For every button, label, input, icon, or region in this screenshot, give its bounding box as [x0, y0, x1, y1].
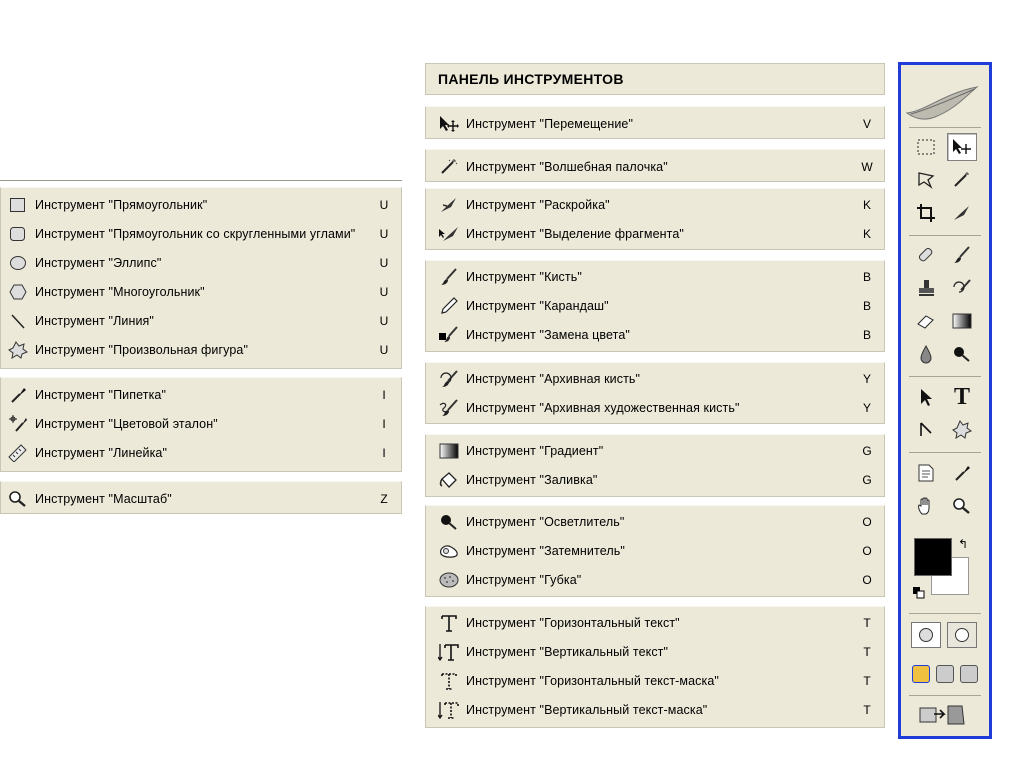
move-icon	[438, 114, 460, 134]
tool-label: Инструмент "Архивная кисть"	[466, 371, 641, 386]
tool-row[interactable]	[426, 507, 884, 536]
tool-label: Инструмент "Горизонтальный текст"	[466, 615, 680, 630]
shortcut-key: U	[379, 313, 389, 328]
slice-select-icon	[438, 224, 460, 244]
shortcut-key: T	[863, 644, 871, 659]
shortcut-key: U	[379, 197, 389, 212]
tool-label: Инструмент "Вертикальный текст"	[466, 644, 669, 659]
full-screen-menu-mode-button[interactable]	[936, 665, 954, 683]
tool-row[interactable]	[1, 219, 401, 248]
tool-label: Инструмент "Прямоугольник со скругленными углами"	[35, 226, 356, 241]
circle-icon	[919, 628, 933, 642]
shortcut-key: G	[862, 443, 872, 458]
tool-group-history-brush	[425, 362, 885, 424]
polygon-icon	[7, 282, 29, 302]
divider	[909, 235, 981, 236]
tool-group-brush	[425, 260, 885, 352]
path-selection-tool-button[interactable]	[911, 383, 941, 411]
tool-row[interactable]	[426, 393, 884, 422]
divider	[0, 180, 402, 181]
shortcut-key: Y	[862, 371, 871, 386]
shortcut-key: U	[379, 284, 389, 299]
shortcut-key: W	[861, 159, 873, 174]
tool-row[interactable]	[1, 409, 401, 438]
custom-shape-icon	[7, 340, 29, 360]
rounded-rectangle-icon	[7, 224, 29, 244]
tool-row[interactable]	[426, 364, 884, 393]
tool-row[interactable]	[426, 666, 884, 695]
tool-row[interactable]	[426, 565, 884, 594]
burn-icon	[438, 541, 460, 561]
shortcut-key: K	[862, 197, 871, 212]
shortcut-key: B	[862, 269, 871, 284]
move-tool-button[interactable]	[947, 133, 977, 161]
shortcut-key: U	[379, 226, 389, 241]
shortcut-key: O	[862, 572, 872, 587]
full-screen-mode-button[interactable]	[960, 665, 978, 683]
foreground-color-swatch[interactable]	[914, 538, 952, 576]
crop-tool-button[interactable]	[911, 199, 941, 227]
tool-label: Инструмент "Многоугольник"	[35, 284, 205, 299]
slice-icon	[438, 195, 460, 215]
shortcut-key: B	[862, 298, 871, 313]
divider	[909, 613, 981, 614]
shortcut-key: U	[379, 255, 389, 270]
tool-row[interactable]	[426, 109, 884, 138]
swap-colors-icon[interactable]: ↰	[958, 537, 969, 551]
tool-label: Инструмент "Раскройка"	[466, 197, 610, 212]
tool-label: Инструмент "Архивная художественная кисть"	[466, 400, 740, 415]
pencil-icon	[438, 296, 460, 316]
color-sampler-icon	[7, 414, 29, 434]
clone-stamp-tool-button[interactable]	[911, 274, 941, 302]
brush-icon	[438, 267, 460, 287]
tool-label: Инструмент "Затемнитель"	[466, 543, 625, 558]
tool-label: Инструмент "Градиент"	[466, 443, 604, 458]
shortcut-key: I	[382, 387, 386, 402]
slice-tool-button[interactable]	[947, 199, 977, 227]
tool-row[interactable]	[426, 436, 884, 465]
history-brush-tool-button[interactable]	[947, 274, 977, 302]
tool-row[interactable]	[1, 380, 401, 409]
tool-group-slice	[425, 188, 885, 250]
notes-tool-button[interactable]	[911, 459, 941, 487]
pen-tool-button[interactable]	[911, 416, 941, 444]
tool-row[interactable]	[426, 219, 884, 248]
shortcut-key: I	[382, 445, 386, 460]
paint-bucket-icon	[438, 470, 460, 490]
tool-label: Инструмент "Осветлитель"	[466, 514, 625, 529]
shortcut-key: Y	[862, 400, 871, 415]
horizontal-text-mask-icon	[438, 671, 460, 691]
eyedropper-tool-button[interactable]	[947, 459, 977, 487]
circle-icon	[955, 628, 969, 642]
tool-row[interactable]	[426, 536, 884, 565]
ellipse-icon	[7, 253, 29, 273]
tool-label: Инструмент "Кисть"	[466, 269, 582, 284]
tool-row[interactable]	[1, 335, 401, 364]
shortcut-key: G	[862, 472, 872, 487]
marquee-tool-button[interactable]	[911, 133, 941, 161]
gradient-icon	[438, 441, 460, 461]
zoom-tool-button[interactable]	[947, 492, 977, 520]
tool-row[interactable]	[1, 248, 401, 277]
vertical-text-mask-icon	[438, 700, 460, 720]
tool-label: Инструмент "Линейка"	[35, 445, 168, 460]
toolbox	[898, 62, 992, 739]
tool-group-eyedropper	[0, 377, 402, 472]
tool-label: Инструмент "Горизонтальный текст-маска"	[466, 673, 719, 688]
lasso-tool-button[interactable]	[911, 166, 941, 194]
tool-row[interactable]	[426, 637, 884, 666]
tool-label: Инструмент "Карандаш"	[466, 298, 609, 313]
shortcut-key: U	[379, 342, 389, 357]
tool-group-dodge	[425, 505, 885, 597]
shortcut-key: Z	[380, 491, 388, 506]
divider	[909, 127, 981, 128]
blur-tool-button[interactable]	[911, 340, 941, 368]
tool-row[interactable]	[426, 291, 884, 320]
type-tool-button[interactable]	[947, 383, 977, 411]
shortcut-key: I	[382, 416, 386, 431]
tool-group-shapes	[0, 187, 402, 369]
tool-row[interactable]	[1, 438, 401, 467]
tool-row[interactable]	[426, 320, 884, 349]
shortcut-key: T	[863, 673, 871, 688]
jump-to-imageready-icon[interactable]	[911, 701, 977, 729]
dodge-tool-button[interactable]	[947, 340, 977, 368]
standard-mode-button[interactable]	[911, 622, 941, 648]
tool-label: Инструмент "Выделение фрагмента"	[466, 226, 684, 241]
hand-tool-button[interactable]	[911, 492, 941, 520]
tool-row[interactable]	[426, 608, 884, 637]
tool-group-zoom	[0, 481, 402, 514]
art-history-brush-icon	[438, 398, 460, 418]
ruler-icon	[7, 443, 29, 463]
tool-label: Инструмент "Прямоугольник"	[35, 197, 208, 212]
tool-group-move	[425, 106, 885, 139]
type-tool-glyph: T	[953, 383, 970, 410]
eraser-tool-button[interactable]	[911, 307, 941, 335]
shortcut-key: O	[862, 543, 872, 558]
tool-group-gradient	[425, 434, 885, 497]
tools-panel-header	[425, 63, 885, 95]
default-colors-icon[interactable]	[913, 587, 925, 599]
tool-row[interactable]	[1, 190, 401, 219]
shortcut-key: T	[863, 702, 871, 717]
tool-group-text	[425, 606, 885, 728]
tool-label: Инструмент "Линия"	[35, 313, 154, 328]
tool-row[interactable]	[426, 190, 884, 219]
shortcut-key: K	[862, 226, 871, 241]
quick-mask-mode-button[interactable]	[947, 622, 977, 648]
tool-label: Инструмент "Эллипс"	[35, 255, 162, 270]
tool-group-magic-wand	[425, 149, 885, 182]
tool-label: Инструмент "Губка"	[466, 572, 582, 587]
history-brush-icon	[438, 369, 460, 389]
brush-tool-button[interactable]	[947, 241, 977, 269]
divider	[909, 452, 981, 453]
eyedropper-icon	[7, 385, 29, 405]
rectangle-icon	[7, 195, 29, 215]
tool-row[interactable]	[426, 262, 884, 291]
vertical-text-icon	[438, 642, 460, 662]
color-replace-icon	[438, 325, 460, 345]
tool-row[interactable]	[1, 484, 401, 513]
custom-shape-tool-button[interactable]	[947, 416, 977, 444]
tool-label: Инструмент "Произвольная фигура"	[35, 342, 249, 357]
gradient-tool-button[interactable]	[947, 307, 977, 335]
tool-label: Инструмент "Перемещение"	[466, 116, 634, 131]
magic-wand-tool-button[interactable]	[947, 166, 977, 194]
sponge-icon	[438, 570, 460, 590]
tool-label: Инструмент "Масштаб"	[35, 491, 172, 506]
standard-screen-mode-button[interactable]	[912, 665, 930, 683]
horizontal-text-icon	[438, 613, 460, 633]
divider	[909, 695, 981, 696]
shortcut-key: B	[862, 327, 871, 342]
magic-wand-icon	[438, 157, 460, 177]
shortcut-key: O	[862, 514, 872, 529]
divider	[909, 376, 981, 377]
line-icon	[7, 311, 29, 331]
tool-row[interactable]	[426, 465, 884, 494]
tool-label: Инструмент "Пипетка"	[35, 387, 166, 402]
tool-row[interactable]	[1, 306, 401, 335]
zoom-icon	[7, 489, 29, 509]
shortcut-key: V	[862, 116, 871, 131]
tool-label: Инструмент "Заливка"	[466, 472, 598, 487]
tool-label: Инструмент "Волшебная палочка"	[466, 159, 668, 174]
feather-logo-icon	[904, 79, 986, 127]
healing-brush-tool-button[interactable]	[911, 241, 941, 269]
tool-label: Инструмент "Цветовой эталон"	[35, 416, 218, 431]
tool-row[interactable]	[426, 152, 884, 181]
tool-label: Инструмент "Замена цвета"	[466, 327, 630, 342]
dodge-icon	[438, 512, 460, 532]
page-title: ПАНЕЛЬ ИНСТРУМЕНТОВ	[438, 71, 624, 87]
tool-row[interactable]	[426, 695, 884, 724]
tool-row[interactable]	[1, 277, 401, 306]
shortcut-key: T	[863, 615, 871, 630]
tool-label: Инструмент "Вертикальный текст-маска"	[466, 702, 708, 717]
